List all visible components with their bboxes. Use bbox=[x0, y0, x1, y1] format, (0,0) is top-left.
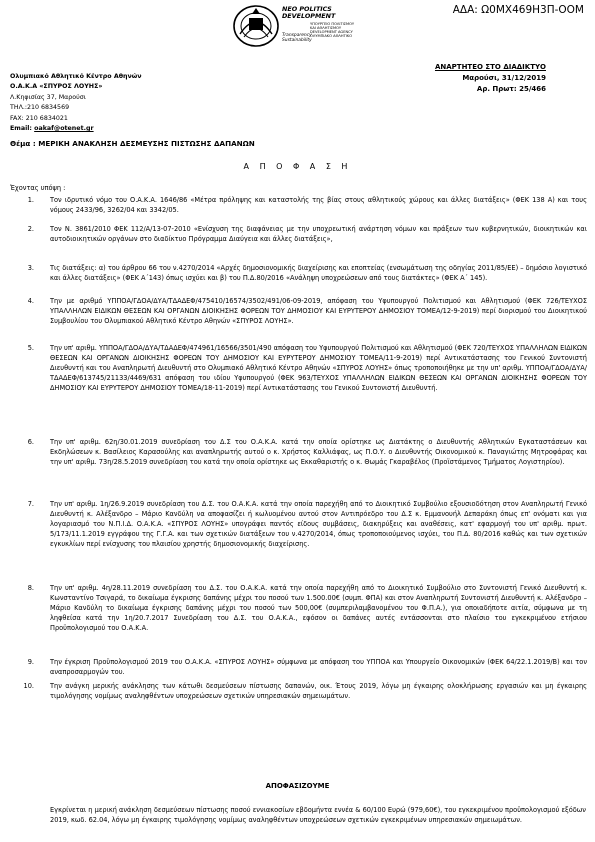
item-number: 7. bbox=[27, 500, 34, 508]
item-text: Την με αριθμό ΥΠΠΟΑ/ΓΔΟΑ/ΔΥΑ/ΤΔΑΔΕΦ/475410/16574/3502/491/06-09-2019, απόφαση του Υφυπουργού Πολιτισμού και Αθλητισμού (ΦΕΚ 726/ΤΕΥΧΟΣ ΥΠΑΛΛΗΛΩΝ ΕΙΔΙΚΩΝ ΘΕΣΕΩΝ ΚΑΙ ΟΡΓΑΝΩΝ ΔΙΟΙΚΗΣΗΣ ΦΟΡΕΩΝ ΤΟΥ ΔΗΜΟΣΙΟΥ ΚΑΙ ΕΥΡΥΤΕΡΟΥ ΔΗΜΟΣΙΟΥ ΤΟΜΕΑ/12-9-2019) περί διορισμού του Διοικητικού Συμβουλίου του Ολυμπιακού Αθλητικό Κέντρο Αθηνών «ΣΠΥΡΟΣ ΛΟΥΗΣ». bbox=[50, 297, 587, 325]
list-item bbox=[22, 344, 587, 394]
item-text: Την υπ' αριθμ. 62η/30.01.2019 συνεδρίαση του Δ.Σ του Ο.Α.Κ.Α. κατά την οποία ορίστηκε ως Διατάκτης ο Διευθυντής Αθλητικών Εγκαταστάσεων και Εκδηλώσεων κ. Βασίλειος Καρασούλης και αναπληρωτής αυτού ο κ. Χρήστος Καλλιάφας, ως Π.Ο.Υ. ο Διευθυντής Οικονομικού κ. Παναγιώτης Μητροφάρας και την υπ' αριθμ. 73η/28.5.2019 συνεδρίαση του κατά την οποία ορίστηκε ως Εκκαθαριστής ο κ. Θωμάς Γκαραβέλος (Προϊστάμενος Τμήματος Λογιστηρίου). bbox=[50, 438, 587, 466]
item-text: Την έγκριση Προϋπολογισμού 2019 του Ο.Α.Κ.Α. «ΣΠΥΡΟΣ ΛΟΥΗΣ» σύμφωνα με απόφαση του ΥΠΠΟΑ και Υπουργείο Οικονομικών (ΦΕΚ 64/22.1.2019/Β) και τον αναπροσαρμογών του. bbox=[50, 658, 587, 676]
logo-small-line: ΥΠΟΥΡΓΕΙΟ ΠΟΛΙΤΙΣΜΟΥ bbox=[310, 22, 355, 26]
document-title: Α Π Ο Φ Α Σ Η bbox=[243, 162, 352, 171]
item-number: 3. bbox=[27, 264, 34, 272]
sender-fax: FAX: 210 6834021 bbox=[10, 114, 68, 122]
posting-label: ΑΝΑΡΤΗΤΕΟ ΣΤΟ ΔΙΑΔΙΚΤΥΟ bbox=[434, 63, 546, 71]
sender-abbr: Ο.Α.Κ.Α «ΣΠΥΡΟΣ ΛΟΥΗΣ» bbox=[10, 83, 103, 91]
list-item bbox=[22, 225, 587, 245]
list-item bbox=[22, 297, 587, 327]
item-number: 2. bbox=[27, 225, 34, 233]
posting-date: Μαρούσι, 31/12/2019 bbox=[462, 74, 546, 82]
logo-small-line: ΟΛΥΜΠΙΑΚΟ ΑΘΛΗΤΙΚΟ bbox=[310, 34, 353, 38]
decision-heading: ΑΠΟΦΑΣΙΖΟΥΜΕ bbox=[265, 782, 330, 790]
item-number: 4. bbox=[27, 297, 34, 305]
list-item bbox=[22, 500, 587, 550]
item-number: 6. bbox=[27, 438, 34, 446]
email-link[interactable]: oakaf@otenet.gr bbox=[34, 125, 94, 133]
sender-tel: ΤΗΛ.:210 6834569 bbox=[10, 104, 70, 112]
logo-line: NEO POLITICS bbox=[282, 5, 332, 13]
item-text: Την ανάγκη μερικής ανάκλησης των κάτωθι δεσμεύσεων πίστωσης δαπανών, οικ. Έτους 2019, λόγω μη έγκαιρης ολοκλήρωσης εργασιών και μη έγκαιρης τιμολόγησης νομίμως αναληφθέντων υποχρεώσεων σχετικών υπηρεσιακών σημειωμάτων. bbox=[50, 682, 587, 700]
subject-line: Θέμα : ΜΕΡΙΚΗ ΑΝΑΚΛΗΣΗ ΔΕΣΜΕΥΣΗΣ ΠΙΣΤΩΣΗΣ ΔΑΠΑΝΩΝ bbox=[10, 139, 255, 148]
posting-block bbox=[0, 62, 546, 95]
logo bbox=[232, 4, 360, 48]
item-text: Τον Ν. 3861/2010 ΦΕΚ 112/Α/13-07-2010 «Ενίσχυση της διαφάνειας με την υποχρεωτική ανάρτηση νόμων και πράξεων των κυβερνητικών, διοικητικών και αυτοδιοικητικών οργάνων στο διαδίκτυο Πρόγραμμα Διαύγεια και άλλες διατάξεις», bbox=[50, 225, 587, 243]
list-item bbox=[22, 438, 587, 468]
logo-small-line: DEVELOPMENT AGENCY bbox=[310, 30, 353, 34]
list-item bbox=[22, 196, 587, 216]
sender-email-line bbox=[10, 124, 142, 134]
logo-line: Sustainability bbox=[282, 38, 312, 43]
list-item bbox=[22, 264, 587, 284]
item-text: Την υπ' αριθμ. 4η/28.11.2019 συνεδρίαση του Δ.Σ. του Ο.Α.Κ.Α. κατά την οποία παρεχήθη από το Διοικητικό Συμβούλιο στο Συντονιστή Γενικό Διευθυντή κ. Κωνσταντίνο Τσιγαρά, το δικαίωμα έγκρισης δαπάνης μέχρι του ποσού των 1.500.00€ (συμπ. ΦΠΑ) και στον Αναπληρωτή Συντονιστή Διευθυντή κ. Αλέξανδρο – Μάριο Κανδύλη το δικαίωμα έγκρισης δαπάνης μέχρι του ποσού των 500,00€ (συμπεριλαμβανομένου του Φ.Π.Α.), για οποιαδήποτε αιτία, σύμφωνα με τη ληφθείσα κατά την 1η/20.7.2017 Συνεδρίαση του Δ.Σ. του Ο.Α.Κ.Α., εφόσον οι δαπάνες αυτές εντάσσονται στο πλαίσιο του εγκεκριμένου ετήσιου Προϋπολογισμού του Ο.Α.Κ.Α. bbox=[50, 584, 587, 632]
item-number: 1. bbox=[27, 196, 34, 204]
email-label: Email: bbox=[10, 125, 32, 133]
ada-code: ΑΔΑ: Ω0ΜΧ469Η3Π-ΟΟΜ bbox=[452, 4, 584, 16]
item-number: 9. bbox=[27, 658, 34, 666]
sender-address: Λ.Κηφισίας 37, Μαρούσι bbox=[10, 93, 86, 101]
posting-protocol: Αρ. Πρωτ: 25/466 bbox=[476, 85, 546, 93]
list-item bbox=[22, 584, 587, 634]
having-intro: Έχοντας υπόψη : bbox=[10, 184, 66, 192]
item-number: 5. bbox=[27, 344, 34, 352]
item-text: Τον ιδρυτικό νόμο του Ο.Α.Κ.Α. 1646/86 «Μέτρα πρόληψης και καταστολής της βίας στους αθλητικούς χώρους και άλλες διατάξεις» (ΦΕΚ 138 Α) και τους νόμους 2433/96, 3262/04 και 3342/05. bbox=[50, 196, 587, 214]
item-number: 10. bbox=[23, 682, 34, 690]
item-text: Την υπ' αριθμ. 1η/26.9.2019 συνεδρίαση του Δ.Σ. του Ο.Α.Κ.Α. κατά την οποία παρεχήθη από το Διοικητικό Συμβούλιο εξουσιοδότηση στον Αναπληρωτή Γενικό Διευθυντή κ. Αλέξανδρο – Μάριο Κανδύλη να αποφασίζει ή κωλυομένου αυτού στον Αντιπρόεδρο του Δ.Σ κ. Εμμανουήλ Δεπαράκη όπως επ' ονόματι και για λογαριασμό του Ν.Π.Ι.Δ. Ο.Α.Κ.Α. «ΣΠΥΡΟΣ ΛΟΥΗΣ» υπογράφει παντός είδους συμβάσεις, διακηρύξεις και αναθέσεις, κατ' εφαρμογή του υπ' αριθμ. πρωτ. 5/173/11.1.2019 εγγράφου της Γ.Γ.Α. και των σχετικών διατάξεων του ν.4270/2014, όπως τροποποιούμενος ισχύει, του Π.Δ. 80/2016 καθώς και των σχετικών εγκυκλίων περί ενίσχυσης του πλαισίου χρηστής δημοσιονομικής διαχείρισης. bbox=[50, 500, 587, 548]
logo-small-line: ΚΑΙ ΑΘΛΗΤΙΣΜΟΥ bbox=[310, 26, 342, 30]
item-text: Την υπ' αριθμ. ΥΠΠΟΑ/ΓΔΟΑ/ΔΥΑ/ΤΔΑΔΕΦ/474961/16566/3501/490 απόφαση του Υφυπουργού Πολιτισμού και Αθλητισμού (ΦΕΚ 720/ΤΕΥΧΟΣ ΥΠΑΛΛΗΛΩΝ ΕΙΔΙΚΩΝ ΘΕΣΕΩΝ ΚΑΙ ΟΡΓΑΝΩΝ ΔΙΟΙΚΗΣΗΣ ΦΟΡΕΩΝ ΤΟΥ ΔΗΜΟΣΙΟΥ ΚΑΙ ΕΥΡΥΤΕΡΟΥ ΔΗΜΟΣΙΟΥ ΤΟΜΕΑ/11-9-2019) περί Αντικατάστασης του Γενικού Συντονιστή Διευθυντή και του Αναπληρωτή Διευθυντή στο Ολυμπιακό Αθλητικό Κέντρο Αθηνών «ΣΠΥΡΟΣ ΛΟΥΗΣ» όπως τροποποιήθηκε με την υπ' αριθμ. ΥΠΠΟΑ/ΓΔΟΑ/ΔΥΑ/ΤΔΑΔΕΦ/613745/21133/4469/631 απόφαση του ιδίου Υφυπουργού (ΦΕΚ 963/ΤΕΥΧΟΣ ΥΠΑΛΛΗΛΩΝ ΕΙΔΙΚΩΝ ΘΕΣΕΩΝ ΚΑΙ ΟΡΓΑΝΩΝ ΔΙΟΙΚΗΣΗΣ ΦΟΡΕΩΝ ΤΟΥ ΔΗΜΟΣΙΟΥ ΚΑΙ ΕΥΡΥΤΕΡΟΥ ΔΗΜΟΣΙΟΥ ΤΟΜΕΑ/18-11-2019) περί Αντικατάστασης του Γενικού Συντονιστή Διευθυντή. bbox=[50, 344, 587, 392]
sender-org: Ολυμπιακό Αθλητικό Κέντρο Αθηνών bbox=[10, 73, 142, 80]
list-item bbox=[22, 682, 587, 702]
decision-text: Εγκρίνεται η μερική ανάκληση δεσμεύσεων πίστωσης ποσού εννιακοσίων εβδομήντα εννέα & 60/100 Ευρώ (979,60€), του εγκεκριμένου προϋπολογισμού εξόδων 2019, κωδ. 62.04, λόγω μη έγκαιρης τιμολόγησης νομίμως αναληφθέντων υποχρεώσεων σχετικών εγκεκριμένων υπηρεσιακών σημειωμάτων. bbox=[50, 806, 586, 824]
logo-line: DEVELOPMENT bbox=[282, 12, 336, 20]
item-text: Τις διατάξεις: α) του άρθρου 66 του ν.4270/2014 «Αρχές δημοσιονομικής διαχείρισης και εποπτείας (ενσωμάτωση της οδηγίας 2011/85/ΕΕ) – δημόσιο λογιστικό και άλλες διατάξεις» (ΦΕΚ Α΄143) όπως ισχύει και β) του Π.Δ.80/2016 «Ανάληψη υποχρεώσεων από τους διατάκτες» (ΦΕΚ Α΄ 145). bbox=[50, 264, 587, 282]
logo-line: Transparency bbox=[282, 33, 312, 38]
list-item bbox=[22, 658, 587, 678]
item-number: 8. bbox=[27, 584, 34, 592]
